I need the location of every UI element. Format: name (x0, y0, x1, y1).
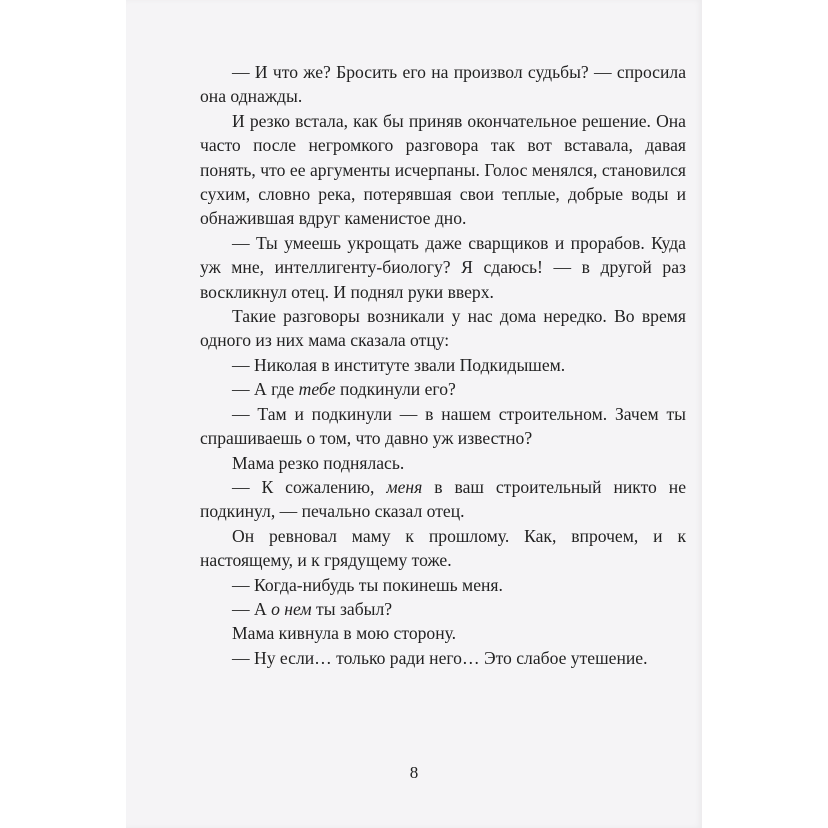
paragraph: — И что же? Бросить его на произвол судьбы? — спросила она однажды. (200, 62, 686, 107)
emphasis: меня (386, 476, 423, 497)
paragraph: — Там и подкинули — в нашем строительном. Зачем ты спрашиваешь о том, что давно уж известно? (200, 403, 686, 449)
page-text (200, 60, 686, 670)
paragraph: — Ты умеешь укрощать даже сварщиков и прорабов. Куда уж мне, интеллигенту-биологу? Я сдаюсь! — в другой раз воскликнул отец. И поднял руки вверх. (200, 232, 686, 302)
paragraph: Он ревновал маму к прошлому. Как, впрочем, и к настоящему, и к грядущему тоже. (200, 525, 686, 571)
paragraph: — А где тебе подкинули его? (232, 379, 456, 400)
page-number: 8 (409, 763, 419, 782)
paragraph: — Когда-нибудь ты покинешь меня. (232, 574, 503, 595)
paragraph: И резко встала, как бы приняв окончательное решение. Она часто после негромкого разговора так вот вставала, давая понять, что ее аргументы исчерпаны. Голос менялся, становился сухим, словно река, потерявшая свои теплые, добрые воды и обнажившая вдруг каменистое дно. (200, 110, 686, 229)
book-page (126, 0, 702, 828)
paragraph: — А о нем ты забыл? (232, 598, 393, 619)
paragraph: Такие разговоры возникали у нас дома нередко. Во время одного из них мама сказала отцу: (200, 306, 686, 351)
paragraph: Мама резко поднялась. (232, 452, 405, 473)
emphasis: тебе (298, 379, 336, 400)
paragraph: Мама кивнула в мою сторону. (232, 623, 457, 644)
emphasis: о нем (271, 598, 312, 619)
paragraph: — К сожалению, меня в ваш строительный никто не подкинул, — печально сказал отец. (200, 476, 687, 522)
paragraph: — Ну если… только ради него… Это слабое утешение. (232, 647, 648, 668)
paragraph: — Николая в институте звали Подкидышем. (232, 354, 566, 375)
